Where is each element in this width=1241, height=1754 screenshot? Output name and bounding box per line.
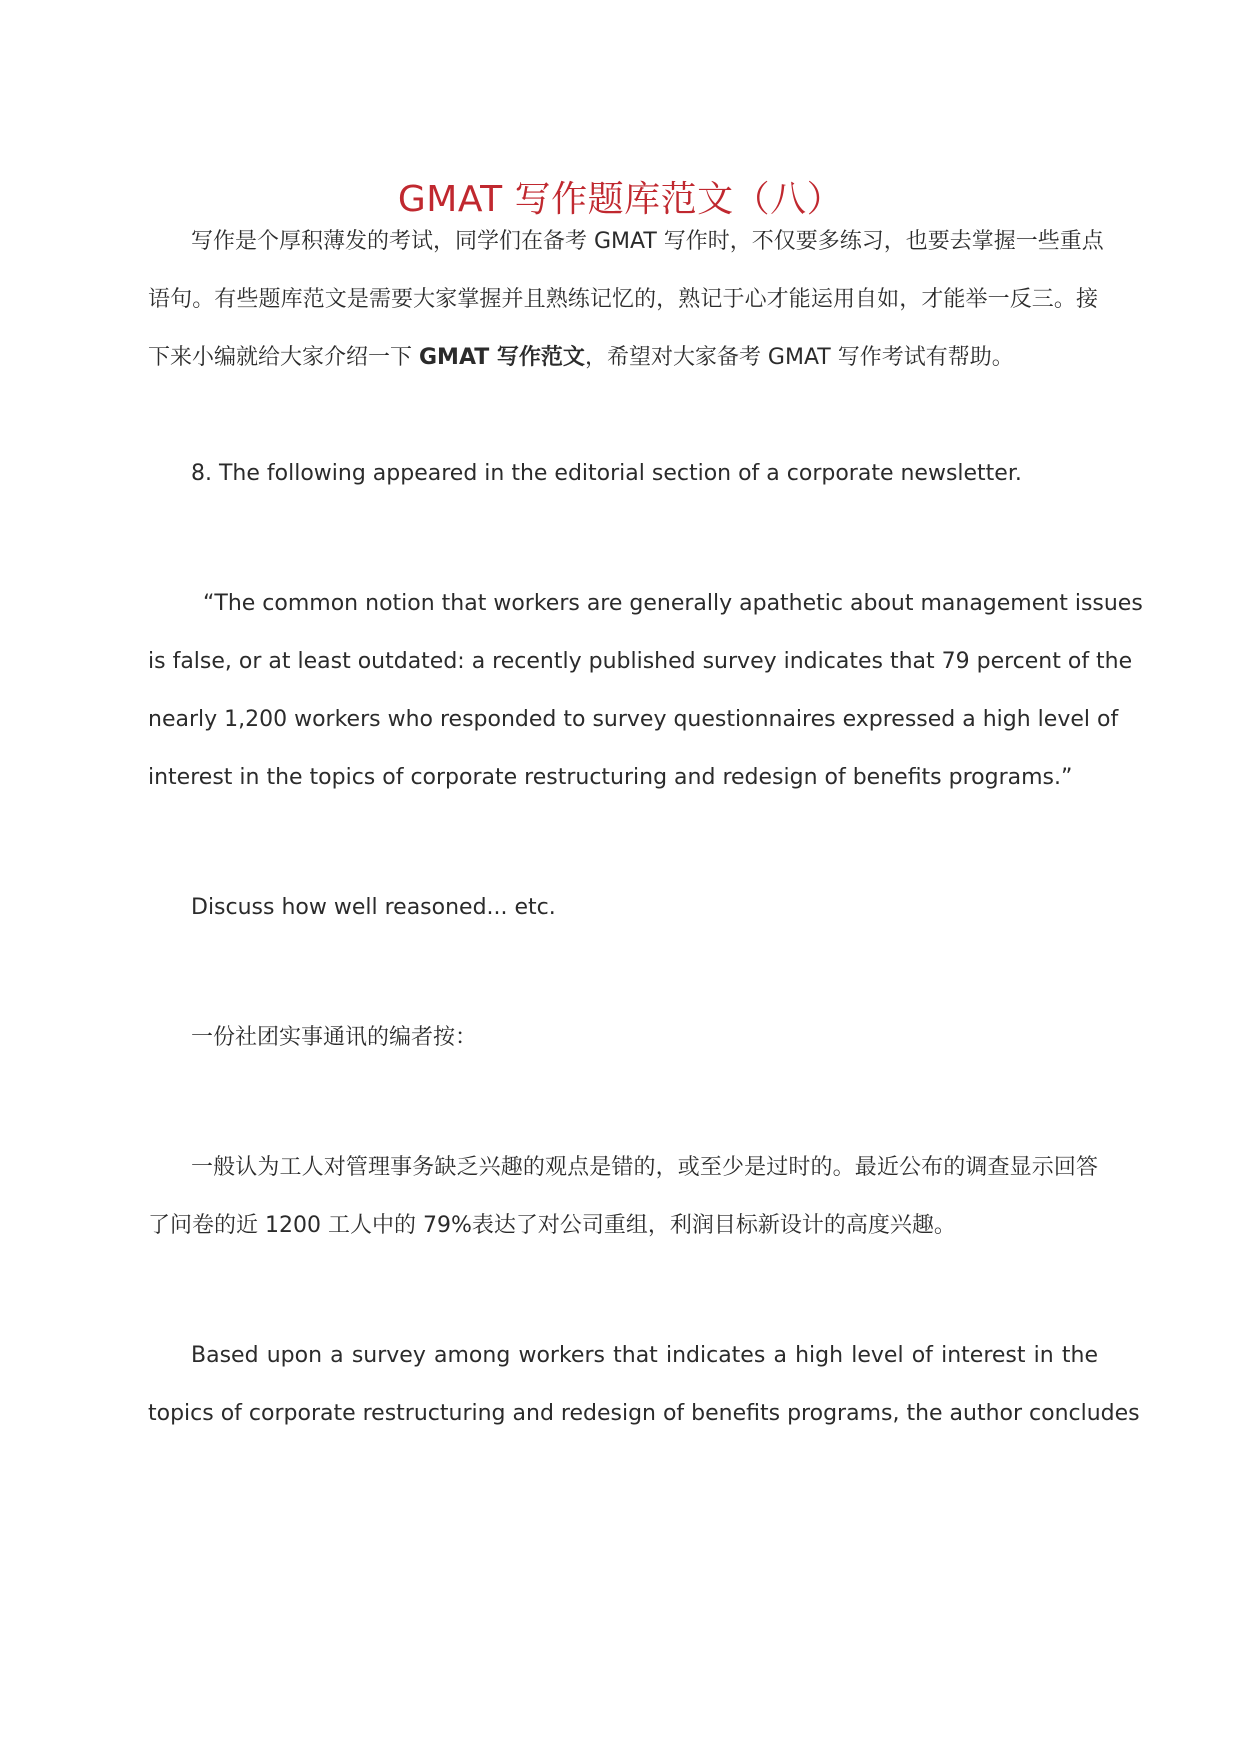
cn-heading: 一份社团实事通讯的编者按： (191, 1025, 478, 1050)
intro-bold-link[interactable]: GMAT 写作范文 (419, 345, 585, 370)
intro-line-2: 语句。有些题库范文是需要大家掌握并且熟练记忆的，熟记于心才能运用自如，才能举一反三。接 (148, 287, 1098, 312)
intro-line-3-text: 下来小编就给大家介绍一下 (148, 345, 419, 370)
prompt-heading: 8. The following appeared in the editorial section of a corporate newsletter. (191, 461, 1022, 486)
essay-line-2: topics of corporate restructuring and redesign of benefits programs, the author concludes (148, 1401, 1140, 1426)
intro-line-3 (148, 343, 1098, 373)
cn-translation-line-1: 一般认为工人对管理事务缺乏兴趣的观点是错的，或至少是过时的。最近公布的调查显示回答 (191, 1155, 1098, 1180)
quote-line-1: “The common notion that workers are generally apathetic about management issues (203, 591, 1143, 616)
intro-line-3-tail: ，希望对大家备考 GMAT 写作考试有帮助。 (584, 345, 1014, 370)
cn-translation-line-2: 了问卷的近 1200 工人中的 79%表达了对公司重组，利润目标新设计的高度兴趣。 (148, 1213, 956, 1238)
intro-line-1: 写作是个厚积薄发的考试，同学们在备考 GMAT 写作时，不仅要多练习，也要去掌握一些重点 (191, 229, 1104, 254)
quote-line-4: interest in the topics of corporate restructuring and redesign of benefits programs.” (148, 765, 1073, 790)
quote-line-3: nearly 1,200 workers who responded to survey questionnaires expressed a high level of (148, 707, 1119, 732)
essay-line-1: Based upon a survey among workers that indicates a high level of interest in the (191, 1343, 1098, 1368)
document-title: GMAT 写作题库范文（八） (397, 179, 844, 220)
quote-line-2: is false, or at least outdated: a recently published survey indicates that 79 percent of the (148, 649, 1133, 674)
discuss-instruction: Discuss how well reasoned... etc. (191, 895, 556, 920)
